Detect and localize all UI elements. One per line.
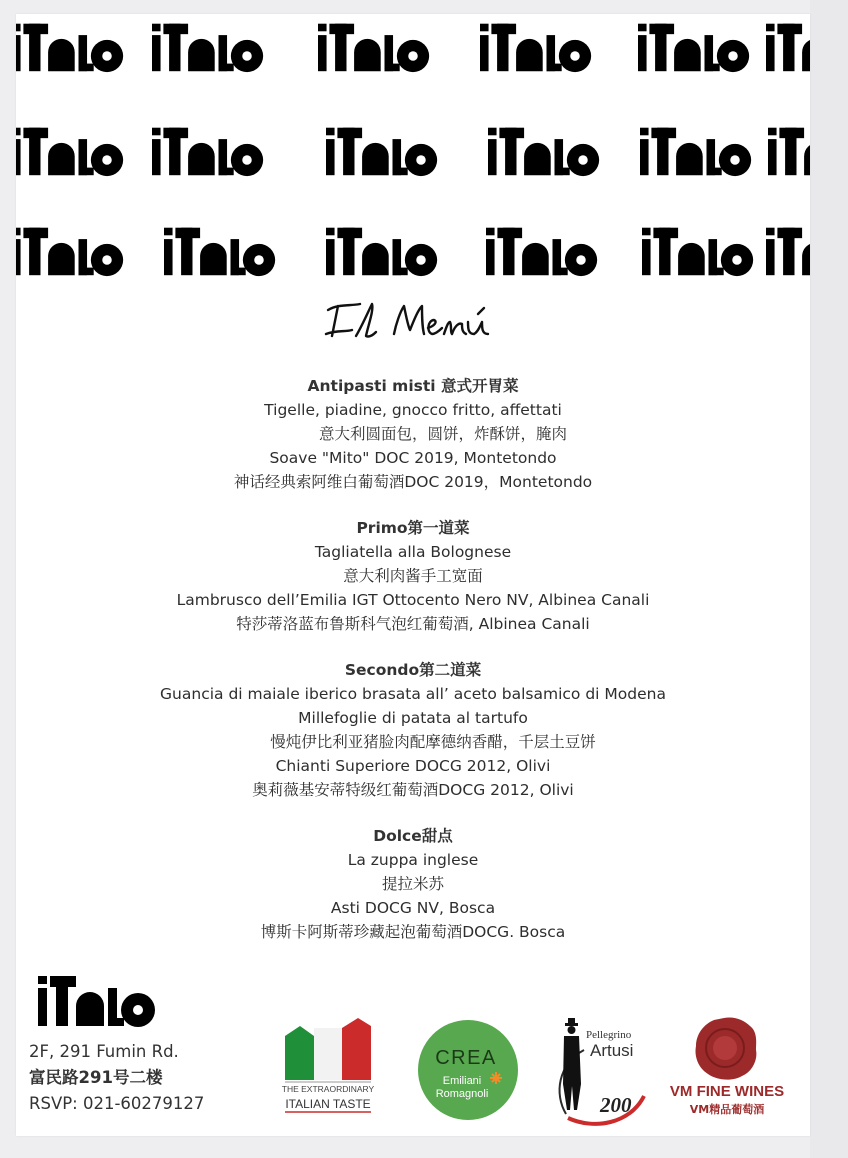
crea-sub1: Emiliani xyxy=(442,1075,482,1087)
course-title: Secondo第二道菜 xyxy=(344,661,482,679)
course-line: Chianti Superiore DOCG 2012, Olivi xyxy=(275,757,551,775)
italo-logo-mark xyxy=(318,18,432,75)
menu-body xyxy=(16,374,810,966)
course-line: Lambrusco dell’Emilia IGT Ottocento Nero NV, Albinea Canali xyxy=(176,591,650,609)
italo-logo-mark xyxy=(16,122,126,179)
course-secondo xyxy=(16,658,810,802)
italo-logo-mark xyxy=(164,222,278,279)
italo-logo-mark xyxy=(488,122,602,179)
course-line: Millefoglie di patata al tartufo xyxy=(298,709,528,727)
course-line: Guancia di maiale iberico brasata all’ aceto balsamico di Modena xyxy=(160,685,666,703)
artusi-line2: Artusi xyxy=(590,1041,634,1060)
course-title: Dolce甜点 xyxy=(373,827,453,845)
italo-logo-mark xyxy=(326,122,440,179)
crea-sub2: Romagnoli xyxy=(435,1088,489,1100)
viewer-background-strip xyxy=(810,0,848,1158)
italo-logo-mark xyxy=(640,122,754,179)
course-line: 奥莉薇基安蒂特级红葡萄酒DOCG 2012, Olivi xyxy=(252,781,574,799)
course-line: 博斯卡阿斯蒂珍藏起泡葡萄酒DOCG. Bosca xyxy=(260,923,566,941)
menu-script-title xyxy=(316,292,516,352)
logo-pattern-header xyxy=(16,14,810,294)
italo-logo-mark xyxy=(642,222,756,279)
italo-logo-mark xyxy=(16,222,126,279)
crea-logo xyxy=(416,1018,520,1122)
course-line: 神话经典索阿维白葡萄酒DOC 2019，Montetondo xyxy=(233,473,593,491)
italo-logo-mark xyxy=(768,122,810,179)
course-line: 意大利圆面包，圆饼，炸酥饼，腌肉 xyxy=(318,425,567,443)
italo-logo-mark xyxy=(486,222,600,279)
artusi-number: 200 xyxy=(600,1093,632,1117)
course-line: 特莎蒂洛蓝布鲁斯科气泡红葡萄酒, Albinea Canali xyxy=(236,615,590,633)
crea-name: CREA xyxy=(435,1047,497,1069)
italo-logo-mark xyxy=(638,18,752,75)
vm-line2: VM精品葡萄酒 xyxy=(689,1103,765,1116)
course-line: Tagliatella alla Bolognese xyxy=(314,543,512,561)
course-line: 意大利肉酱手工宽面 xyxy=(343,567,483,585)
course-antipasti xyxy=(16,374,810,494)
course-line: Soave "Mito" DOC 2019, Montetondo xyxy=(269,449,557,467)
address-english: 2F, 291 Fumin Rd. xyxy=(29,1042,179,1061)
italian-taste-line2: ITALIAN TASTE xyxy=(285,1097,371,1111)
course-primo xyxy=(16,516,810,636)
menu-page xyxy=(16,14,810,1136)
italo-logo-mark xyxy=(326,222,440,279)
artusi-line1: Pellegrino xyxy=(586,1029,632,1041)
pellegrino-artusi-logo xyxy=(544,1014,654,1126)
address-chinese: 富民路291号二楼 xyxy=(29,1068,163,1087)
italian-taste-logo xyxy=(278,1014,378,1118)
course-line: 提拉米苏 xyxy=(381,875,444,893)
course-line: Tigelle, piadine, gnocco fritto, affettati xyxy=(264,401,562,419)
course-dolce xyxy=(16,824,810,944)
course-line: La zuppa inglese xyxy=(347,851,479,869)
italo-logo-mark xyxy=(152,122,266,179)
vm-fine-wines-logo xyxy=(664,1014,790,1118)
italo-logo-mark xyxy=(16,18,126,75)
rsvp-phone: RSVP: 021-60279127 xyxy=(29,1094,205,1113)
course-title: Antipasti misti 意式开胃菜 xyxy=(307,377,519,395)
italo-logo-mark xyxy=(480,18,594,75)
course-line: 慢炖伊比利亚猪脸肉配摩德纳香醋，千层土豆饼 xyxy=(270,733,596,751)
vm-line1: VM FINE WINES xyxy=(669,1083,785,1100)
restaurant-address xyxy=(29,1039,204,1117)
course-line: Asti DOCG NV, Bosca xyxy=(330,899,496,917)
course-title: Primo第一道菜 xyxy=(356,519,470,537)
italo-logo-mark xyxy=(766,222,810,279)
italian-taste-line1: THE EXTRAORDINARY xyxy=(281,1084,375,1094)
italo-logo-mark xyxy=(152,18,266,75)
italo-logo xyxy=(38,970,158,1034)
italo-logo-mark xyxy=(766,18,810,75)
